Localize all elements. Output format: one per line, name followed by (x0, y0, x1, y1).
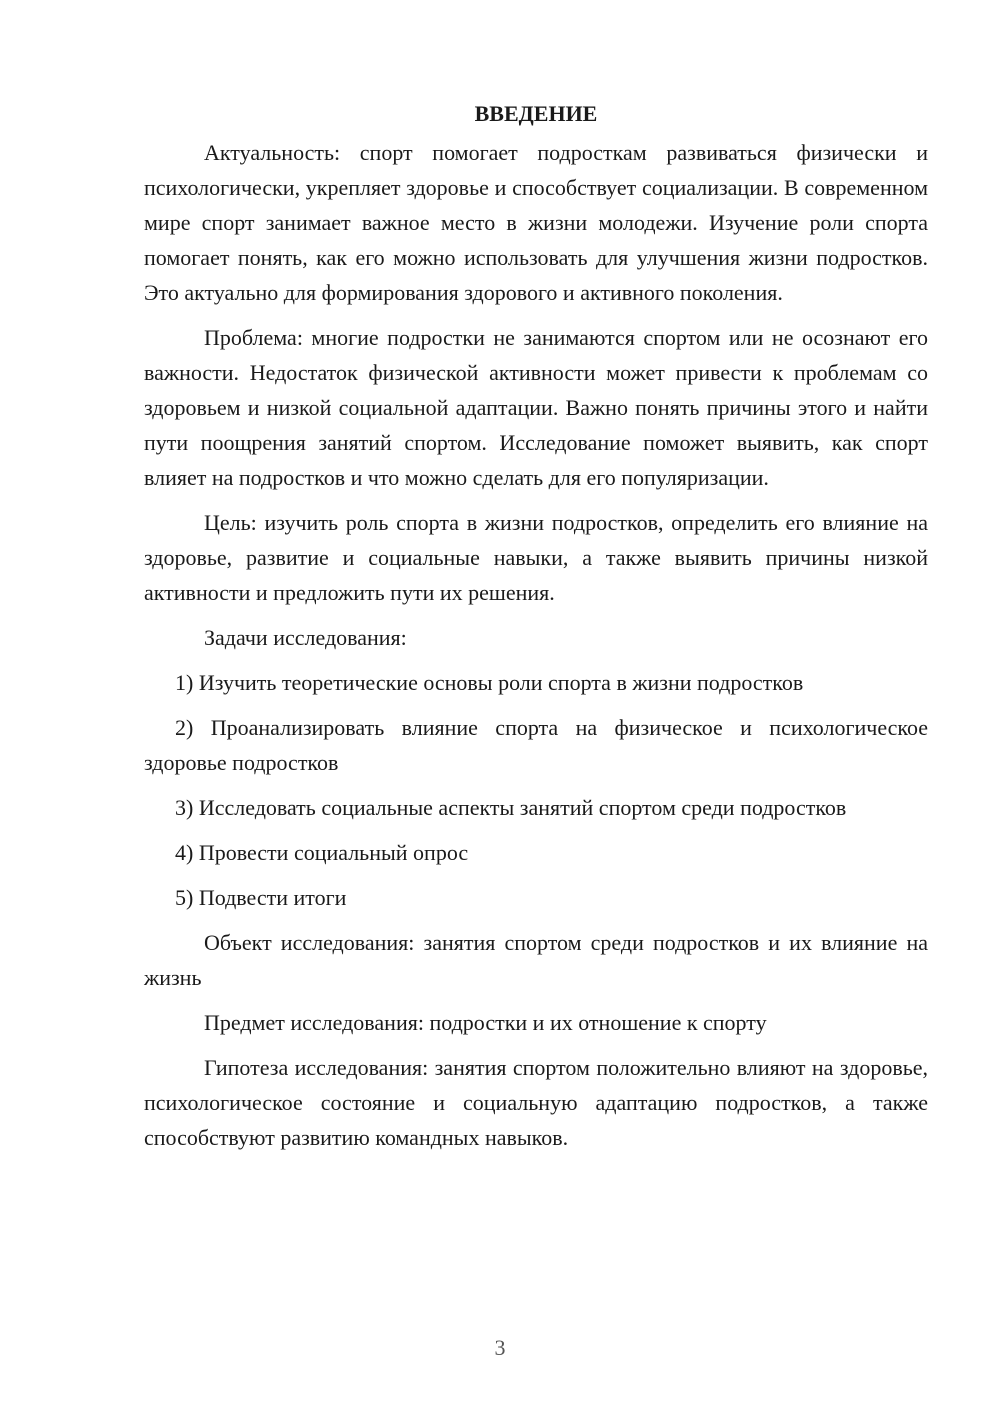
task-item-2: 2) Проанализировать влияние спорта на физическое и психологическое здоровье подростков (144, 715, 928, 775)
relevance-paragraph: Актуальность: спорт помогает подросткам развиваться физически и психологически, укрепляет здоровье и способствует социализации. В современном мире спорт занимает важное место в жизни молодежи. Изучение роли спорта помогает понять, как его можно использовать для улучшения жизни подростков. Это актуально для формирования здорового и активного поколения. (144, 140, 928, 305)
section-title: ВВЕДЕНИЕ (474, 101, 598, 126)
task-item-4: 4) Провести социальный опрос (175, 840, 469, 865)
goal-paragraph: Цель: изучить роль спорта в жизни подростков, определить его влияние на здоровье, развитие и социальные навыки, а также выявить причины низкой активности и предложить пути их решения. (144, 510, 928, 605)
subject-paragraph: Предмет исследования: подростки и их отношение к спорту (204, 1010, 767, 1035)
task-item-1: 1) Изучить теоретические основы роли спорта в жизни подростков (175, 670, 804, 695)
task-item-5: 5) Подвести итоги (175, 885, 347, 910)
problem-paragraph: Проблема: многие подростки не занимаются спортом или не осознают его важности. Недостаток физической активности может привести к проблемам со здоровьем и низкой социальной адаптации. Важно понять причины этого и найти пути поощрения занятий спортом. Исследование поможет выявить, как спорт влияет на подростков и что можно сделать для его популяризации. (144, 325, 928, 490)
document-page (144, 96, 928, 1165)
task-item-3: 3) Исследовать социальные аспекты занятий спортом среди подростков (175, 795, 847, 820)
page-number: 3 (494, 1335, 506, 1360)
tasks-heading: Задачи исследования: (204, 625, 407, 650)
object-paragraph: Объект исследования: занятия спортом среди подростков и их влияние на жизнь (144, 930, 928, 990)
hypothesis-paragraph: Гипотеза исследования: занятия спортом положительно влияют на здоровье, психологическое состояние и социальную адаптацию подростков, а также способствуют развитию командных навыков. (144, 1055, 928, 1150)
